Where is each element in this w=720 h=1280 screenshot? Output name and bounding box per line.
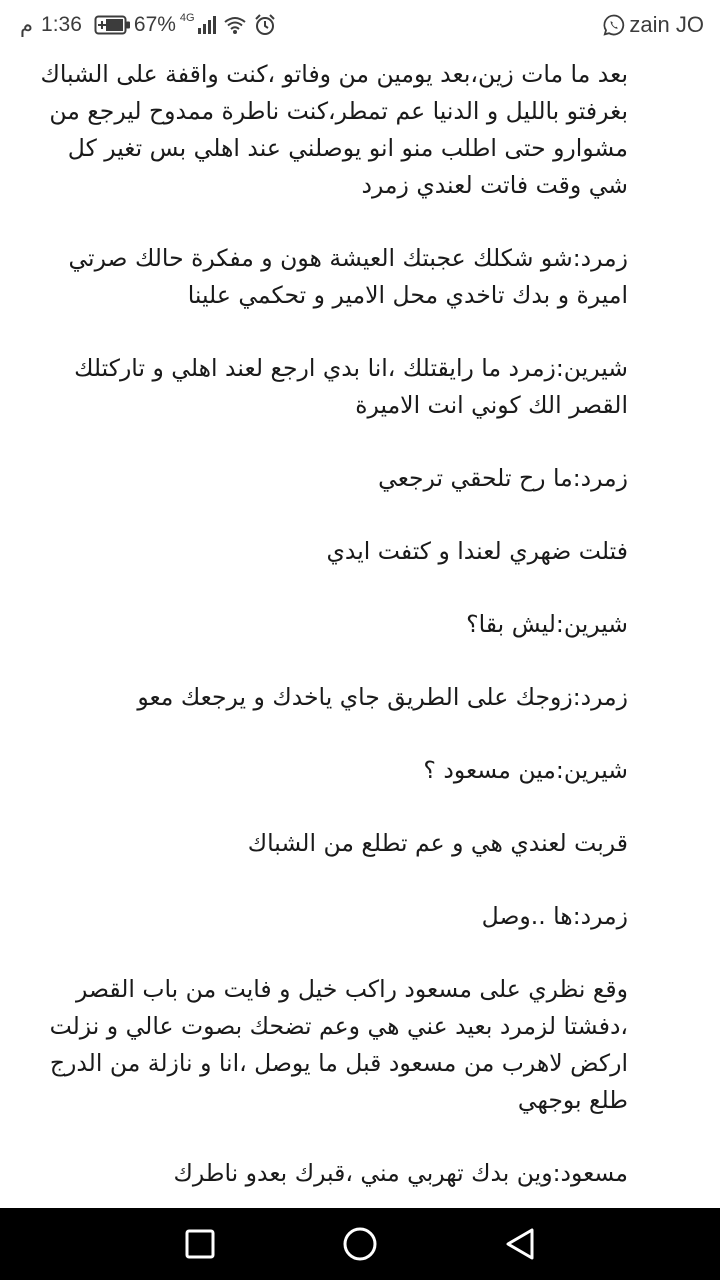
story-paragraph: شيرين:مين مسعود ؟ <box>423 756 628 784</box>
story-paragraph: قربت لعندي هي و عم تطلع من الشباك <box>247 829 628 857</box>
story-paragraph: زمرد:شو شكلك عجبتك العيشة هون و مفكرة حالك صرتي اميرة و بدك تاخدي محل الامير و تحكمي علينا <box>68 244 628 309</box>
battery-percent: 67% <box>133 13 176 36</box>
home-icon[interactable] <box>342 1226 378 1262</box>
story-paragraph: شيرين:زمرد ما رايقتلك ،انا بدي ارجع لعند اهلي و تاركتلك القصر الك كوني انت الاميرة <box>74 354 628 419</box>
story-paragraph: شيرين:ليش بقا؟ <box>466 610 628 638</box>
story-text <box>38 10 628 1192</box>
signal-icon <box>197 15 217 35</box>
story-paragraph: فتلت ضهري لعندا و كتفت ايدي <box>326 537 628 565</box>
status-left-group <box>20 0 277 50</box>
story-paragraph: مسعود:وين بدك تهربي مني ،قبرك بعدو ناطرك <box>173 1159 628 1187</box>
clock: 1:36 <box>41 13 82 36</box>
status-bar <box>0 0 720 50</box>
story-paragraph: وقع نظري على مسعود راكب خيل و فايت من باب القصر ،دفشتا لزمرد بعيد عني هي وعم تضحك بصوت عالي و نزلت اركض لاهرب من مسعود قبل ما يوصل ،انا و نازلة من الدرج طلع بوجهي <box>49 975 628 1114</box>
alarm-icon <box>253 13 277 37</box>
story-paragraph: زمرد:ها ..وصل <box>481 902 628 930</box>
time-period: م <box>20 13 34 37</box>
carrier-name: zain JO <box>629 12 704 37</box>
status-right-group <box>600 0 704 50</box>
back-icon[interactable] <box>502 1226 538 1262</box>
wifi-icon <box>223 15 247 35</box>
network-type: 4G <box>179 12 195 24</box>
whatsapp-icon <box>602 13 626 37</box>
story-paragraph: بعد ما مات زين،بعد يومين من وفاتو ،كنت واقفة على الشباك بغرفتو بالليل و الدنيا عم تمطر،كنت ناطرة ممدوح ليرجع من مشوارو حتى اطلب منو انو يوصلني عند اهلي بس تغير كل شي وقت فاتت لعندي زمرد <box>40 60 628 199</box>
navigation-bar <box>0 1208 720 1280</box>
story-paragraph: زمرد:ما رح تلحقي ترجعي <box>378 464 628 492</box>
battery-icon <box>94 14 132 36</box>
recent-apps-icon[interactable] <box>182 1226 218 1262</box>
story-paragraph: زمرد:زوجك على الطريق جاي ياخدك و يرجعك معو <box>137 683 628 711</box>
